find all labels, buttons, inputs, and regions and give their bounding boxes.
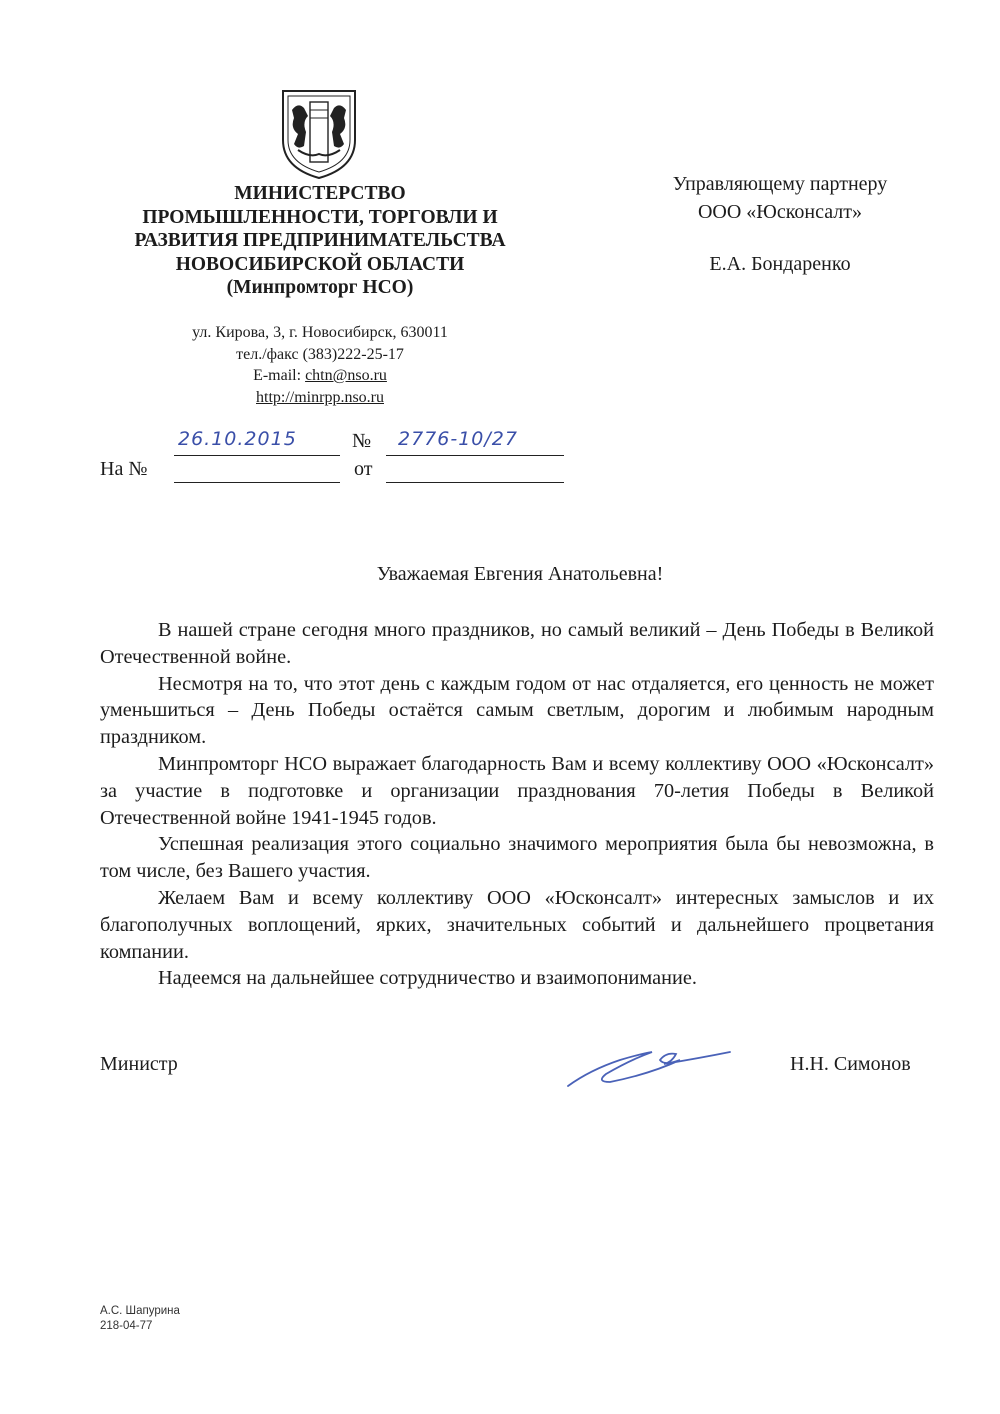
- ministry-email-row: [100, 365, 540, 387]
- email-link[interactable]: chtn@nso.ru: [305, 367, 387, 384]
- ministry-line-2: ПРОМЫШЛЕННОСТИ, ТОРГОВЛИ И: [142, 206, 498, 228]
- executor-phone: 218-04-77: [100, 1320, 153, 1332]
- handwritten-date: 26.10.2015: [178, 428, 297, 450]
- signatory-name: Н.Н. Симонов: [790, 1053, 911, 1075]
- coat-of-arms-emblem: [280, 88, 358, 180]
- ministry-line-5: (Минпромторг НСО): [226, 277, 414, 298]
- ministry-title: [100, 182, 540, 300]
- addressee-company: ООО «Юсконсалт»: [697, 201, 863, 223]
- paragraph: Несмотря на то, что этот день с каждым годом от нас отдаляется, его ценность не может уменьшиться – День Победы остаётся самым светлым, дорогим и любимым народным праздником.: [100, 672, 934, 749]
- addressee-position: Управляющему партнеру: [672, 173, 888, 195]
- reference-line: [174, 482, 340, 483]
- number-label: №: [352, 430, 372, 452]
- paragraph: В нашей стране сегодня много праздников, но самый великий – День Победы в Великой Отечественной войне.: [100, 619, 934, 668]
- paragraph: Успешная реализация этого социально значимого мероприятия была бы невозможна, в том числе, без Вашего участия.: [100, 833, 934, 883]
- ministry-contacts: [100, 322, 540, 408]
- from-label: от: [354, 458, 373, 480]
- greeting: Уважаемая Евгения Анатольевна!: [376, 563, 664, 585]
- website-link[interactable]: http://minrpp.nso.ru: [256, 388, 384, 406]
- paragraph: Минпромторг НСО выражает благодарность Вам и всему коллективу ООО «Юсконсалт» за участие в подготовке и организации празднования 70-летия Победы в Великой Отечественной войне 1941-1945 годов.: [100, 752, 934, 829]
- addressee-block: [610, 170, 950, 278]
- handwritten-signature: [560, 1030, 740, 1094]
- ministry-phone: тел./факс (383)222-25-17: [236, 345, 404, 363]
- ministry-line-1: МИНИСТЕРСТВО: [234, 183, 406, 204]
- executor-name: А.С. Шапурина: [100, 1305, 180, 1317]
- ministry-line-4: НОВОСИБИРСКОЙ ОБЛАСТИ: [175, 253, 465, 275]
- number-line: [386, 455, 564, 456]
- email-label: E-mail:: [253, 367, 306, 384]
- ministry-line-3: РАЗВИТИЯ ПРЕДПРИНИМАТЕЛЬСТВА: [134, 230, 506, 251]
- reference-label: На №: [100, 458, 148, 480]
- letter-body: [100, 617, 934, 992]
- signatory-role: Министр: [100, 1053, 178, 1075]
- paragraph: Желаем Вам и всему коллективу ООО «Юсконсалт» интересных замыслов и их благополучных воплощений, ярких, значительных событий и дальнейшего процветания компании.: [100, 886, 934, 963]
- date-line: [174, 455, 340, 456]
- executor-info: [100, 1304, 180, 1334]
- from-line: [386, 482, 564, 483]
- ministry-address: ул. Кирова, 3, г. Новосибирск, 630011: [192, 324, 448, 341]
- handwritten-number: 2776-10/27: [398, 428, 518, 450]
- addressee-name: Е.А. Бондаренко: [709, 253, 851, 275]
- paragraph: Надеемся на дальнейшее сотрудничество и взаимопонимание.: [158, 967, 697, 990]
